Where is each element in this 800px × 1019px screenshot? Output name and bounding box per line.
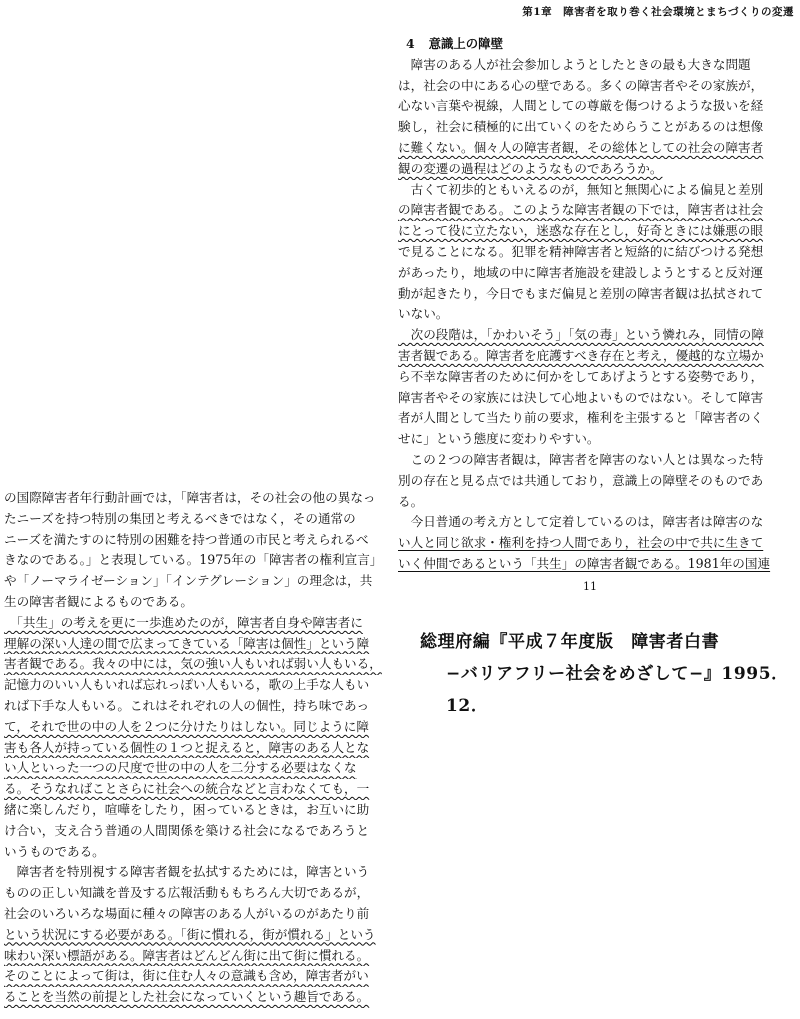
body-line-underlined: 次の段階は，「かわいそう」「気の毒」という憐れみ，同情の障 [398,327,764,343]
body-line: きなのである。」と表現している。1975年の「障害者の権利宣言」 [4,552,383,568]
body-line: の国際障害者年行動計画では，「障害者は，その社会の他の異なっ [4,490,376,505]
body-line: や「ノーマライゼーション」「インテグレーション」の理念は，共 [4,573,373,589]
body-line: 今日普通の考え方として定着しているのは，障害者は障害のな [398,514,764,530]
body-line: この２つの障害者観は，障害者を障害のない人とは異なった特 [398,451,764,467]
body-line: 古くて初歩的ともいえるのが，無知と無関心による偏見と差別 [398,181,764,197]
body-line-underlined: い人と同じ欲求・権利を持つ人間であり，社会の中で共に生きて [398,535,764,551]
source-citation [420,626,798,722]
body-line-underlined: 味わい深い標語がある。障害者はどんどん街に出て街に慣れる。 [4,947,370,963]
body-line-underlined: て，それで世の中の人を２つに分けたりはしない。同じように障 [4,718,369,734]
body-line: る。 [398,493,424,509]
body-line-underlined: という状況にする必要がある。「街に慣れる，街が慣れる」という [4,926,376,942]
body-line: 生の障害者観によるものである。 [4,593,193,609]
body-line: は，社会の中にある心の壁である。多くの障害者やその家族が， [398,77,764,93]
body-line: 動が起きたり，今日でもまだ偏見と差別の障害者観は払拭されて [398,285,764,301]
body-line-underlined: 害も各人が持っている個性の１つと捉えると，障害のある人とな [4,739,370,755]
body-line: ら不幸な障害者のために何かをしてあげようとする姿勢であり， [398,368,764,384]
body-line-underlined: い人といった一つの尺度で世の中の人を二分する必要はなくな [4,760,357,776]
section-heading [406,34,790,55]
body-line-underlined: いく仲間であるという「共生」の障害者観である。1981年の国連 [398,555,771,571]
body-line-underlined: 害者観である。我々の中には，気の強い人もいれば弱い人もいる， [4,656,382,672]
body-line: 験し，社会に積極的に出ていくのをためらうことがあるのは想像 [398,119,764,135]
body-line: け合い，支え合う普通の人間関係を築ける社会になるであろうと [4,822,370,838]
body-line: 社会のいろいろな場面に種々の障害のある人がいるのがあたり前 [4,905,370,921]
source-line-1: 総理府編『平成７年度版 障害者白書 [420,632,720,652]
body-line: せに」という態度に変わりやすい。 [398,431,600,447]
left-column [4,488,394,1008]
right-column [398,34,790,575]
body-line: ニーズを満たすのに特別の困難を持つ普通の市民と考えられるべ [4,531,369,547]
body-line: 障害者やその家族には決して心地よいものではない。そして障害 [398,389,764,405]
body-line-underlined: にとって役に立たない，迷惑な存在とし，好奇ときには嫌悪の眼 [398,223,763,239]
body-line-underlined: 害者観である。障害者を庇護すべき存在と考え，優越的な立場か [398,347,764,363]
body-line-underlined: る。そうなればことさらに社会への統合などと言わなくても，一 [4,781,370,797]
body-line: たニーズを持つ特別の集団と考えるべきではなく，その通常の [4,510,356,526]
body-line-underlined: の障害者観である。このような障害者観の下では，障害者は社会 [398,202,764,218]
page-number: 11 [583,580,597,593]
body-line-underlined: そのことによって街は，街に住む人々の意識も含め，障害者がい [4,968,369,984]
body-line: 者が人間として当たり前の要求，権利を主張すると「障害者のく [398,410,764,426]
source-line-2: −バリアフリー社会をめざして−』1995．12． [446,664,789,716]
running-header: 第1章 障害者を取り巻く社会環境とまちづくりの変遷 [522,6,794,18]
body-line: で見ることになる。犯罪を精神障害者と短絡的に結びつける発想 [398,243,764,259]
body-line: 別の存在と見る点では共通しており，意識上の障壁そのものであ [398,472,764,488]
body-line: れば下手な人もいる。これはそれぞれの人の個性，持ち味であっ [4,697,370,713]
body-line: いない。 [398,306,449,322]
body-line-underlined: に難くない。個々人の障害者観，その総体としての社会の障害者 [398,139,764,155]
body-line-underlined: 「共生」の考えを更に一歩進めたのが，障害者自身や障害者に [4,614,363,630]
section-number: 4 [406,36,415,51]
body-line: 障害者を特別視する障害者観を払拭するためには，障害という [4,864,370,880]
section-title: 意識上の障壁 [428,36,503,51]
body-line: 緒に楽しんだり，喧嘩をしたり，困っているときは，お互いに助 [4,801,370,817]
body-line: ものの正しい知識を普及する広報活動ももちろん大切であるが， [4,885,370,901]
body-line: があったり，地域の中に障害者施設を建設しようとすると反対運 [398,264,764,280]
body-line-underlined: ることを当然の前提とした社会になっていくという趣旨である。 [4,989,370,1005]
body-line-underlined: 観の変遷の過程はどのようなものであろうか。 [398,160,663,176]
body-line: 障害のある人が社会参加しようとしたときの最も大きな問題 [398,56,751,72]
body-line: いうものである。 [4,843,105,859]
body-line: 心ない言葉や視線，人間としての尊厳を傷つけるような扱いを経 [398,98,764,114]
body-line-underlined: 理解の深い人達の間で広まってきている「障害は個性」という障 [4,635,370,651]
body-line: 記憶力のいい人もいれば忘れっぽい人もいる，歌の上手な人もい [4,677,370,693]
